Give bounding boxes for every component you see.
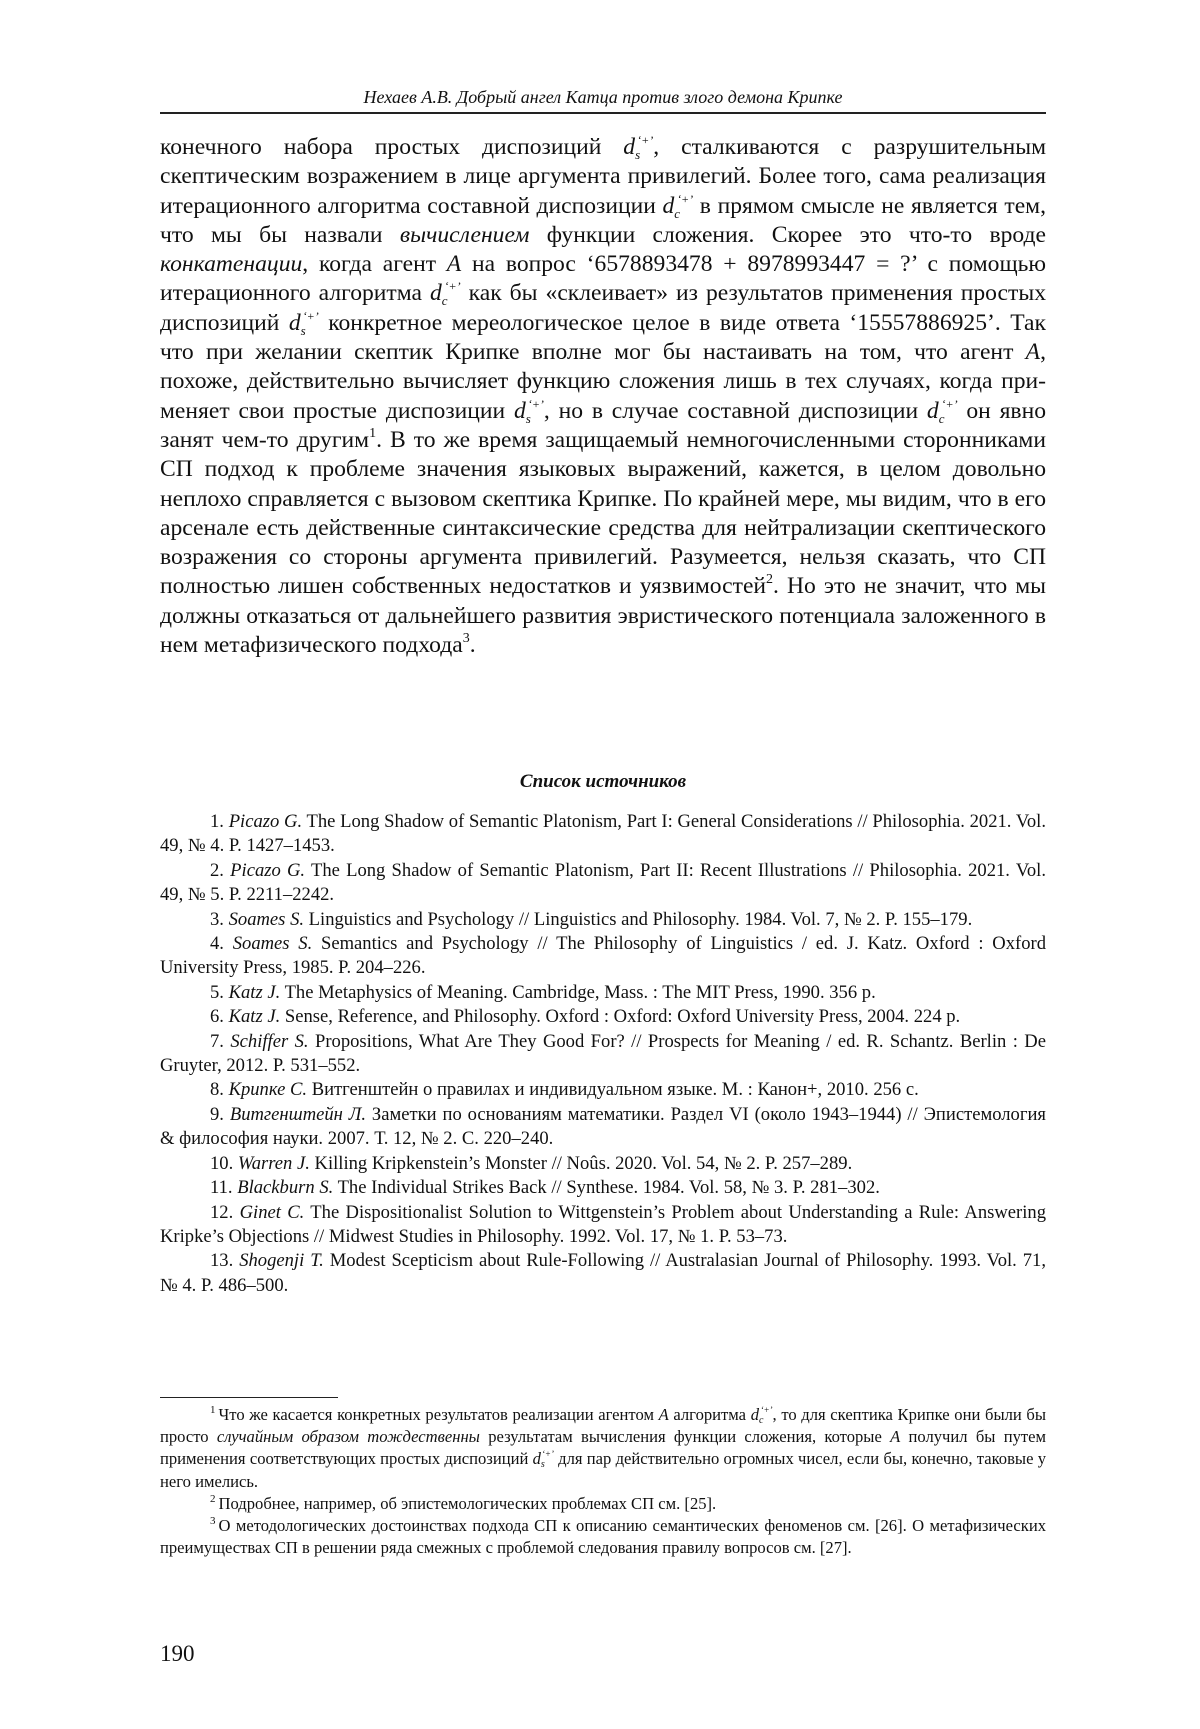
reference-item: 9. Витгенштейн Л. Заметки по основаниям математики. Раздел VI (около 1943–1944) // Эпистемология & философия науки. 2007. Т. 12, № 2. С. 220–240. xyxy=(160,1103,1046,1150)
reference-item: 5. Katz J. The Metaphysics of Meaning. Cambridge, Mass. : The MIT Press, 1990. 356 p. xyxy=(210,981,876,1003)
disposition-symbol: $d_s^{‘+’}$ xyxy=(532,1449,554,1471)
disposition-symbol: $d_s^{‘+’}$ xyxy=(288,308,319,338)
footnote-ref-3[interactable]: 3 xyxy=(462,631,470,647)
footnote-ref-1[interactable]: 1 xyxy=(369,425,377,441)
disposition-symbol: $d_c^{‘+’}$ xyxy=(429,279,461,309)
reference-item: 3. Soames S. Linguistics and Psychology // Linguistics and Philosophy. 1984. Vol. 7, № 2. P. 155–179. xyxy=(210,908,973,930)
reference-item: 4. Soames S. Semantics and Psychology // The Philosophy of Linguistics / ed. J. Katz. Oxford : Oxford University Press, 1985. P. 204–226. xyxy=(160,933,1046,979)
footnote-rule xyxy=(160,1397,338,1398)
footnote-3: $^3$ О методологических достоинствах подхода СП к описанию семантических феноменов см. [26]. О метафизических преимуществах СП в решении ряда смежных с проблемой следования правилу вопросов см. [27]. xyxy=(160,1515,1046,1558)
footnote-ref-2[interactable]: 2 xyxy=(766,572,774,588)
footnote-1: $^1$ Что же касается конкретных результатов реализации агентом A алгоритма $d_c^{‘+’}$, то для скептика Крипке они были бы просто случайным образом тождественны результатам вычисления функции сложения, которые A получил бы путем применения соответствующих простых диспозиций $d_s^{‘+’}$ для пар действительно огромных чисел, если бы, конечно, таковые у него имелись. xyxy=(160,1404,1046,1491)
reference-item: 10. Warren J. Killing Kripkenstein’s Monster // Noûs. 2020. Vol. 54, № 2. P. 257–289. xyxy=(210,1152,853,1174)
reference-item: 11. Blackburn S. The Individual Strikes Back // Synthese. 1984. Vol. 58, № 3. P. 281–302. xyxy=(210,1177,880,1199)
disposition-symbol: $d_s^{‘+’}$ xyxy=(513,396,544,426)
reference-item: 6. Katz J. Sense, Reference, and Philosophy. Oxford : Oxford: Oxford University Press, 2004. 224 p. xyxy=(210,1006,961,1028)
disposition-symbol: $d_c^{‘+’}$ xyxy=(662,191,694,221)
body-paragraph: конечного набора простых диспозиций $d_s^{‘+’}$, сталкиваются с разрушительным скептическим возражением в лице аргумента привилегий. Более того, сама реализация итерационного алгоритма составной диспозиции $d_c^{‘+’}$ в прямом смысле не является тем, что мы бы назвали вычислением функции сложения. Скорее это что-то вроде конкатенации, когда агент A на вопрос ‘6578893478 + 8978993447 = ?’ с помощью итерационного алгоритма $d_c^{‘+’}$ как бы «склеивает» из результатов применения простых диспозиций $d_s^{‘+’}$ конкретное мереологическое целое в виде ответа ‘15557886925’. Так что при желании скептик Крипке вполне мог бы настаивать на том, что агент A, похоже, действительно вычисляет функцию сложения лишь в тех случаях, когда применяет свои простые диспозиции $d_s^{‘+’}$, но в случае составной диспозиции $d_c^{‘+’}$ он явно занят чем-то другим$^1$. В то же время защищаемый немногочисленными сторонниками СП подход к проблеме значения языковых выражений, кажется, в целом довольно неплохо справляется с вызовом скептика Крипке. По крайней мере, мы видим, что в его арсенале есть действенные синтаксические средства для нейтрализации скептического возражения со стороны аргумента привилегий. Разумеется, нельзя сказать, что СП полностью лишен собственных недостатков и уязвимостей$^2$. Но это не значит, что мы должны отказаться от дальнейшего развития эвристического потенциала заложенного в нем метафизического подхода$^3$. xyxy=(160,133,1046,659)
footnotes xyxy=(160,1404,1046,1559)
disposition-symbol: $d_s^{‘+’}$ xyxy=(623,133,654,162)
running-head: Нехаев А.В. Добрый ангел Катца против злого демона Крипке xyxy=(363,87,843,107)
footnote-2: $^2$ Подробнее, например, об эпистемологических проблемах СП см. [25]. xyxy=(210,1492,717,1513)
header-rule xyxy=(160,112,1046,114)
reference-item: 7. Schiffer S. Propositions, What Are They Good For? // Prospects for Meaning / ed. R. Schantz. Berlin : De Gruyter, 2012. P. 531–552. xyxy=(160,1030,1046,1077)
disposition-symbol: $d_c^{‘+’}$ xyxy=(750,1405,773,1426)
reference-item: 12. Ginet C. The Dispositionalist Solution to Wittgenstein’s Problem about Understanding a Rule: Answering Kripke’s Objections // Midwest Studies in Philosophy. 1992. Vol. 17, № 1. P. 53–73. xyxy=(160,1201,1046,1247)
page-number: 190 xyxy=(160,1641,195,1666)
main-text xyxy=(160,133,1046,660)
reference-item: 2. Picazo G. The Long Shadow of Semantic Platonism, Part II: Recent Illustrations // Philosophia. 2021. Vol. 49, № 5. P. 2211–2242. xyxy=(160,859,1046,906)
reference-item: 1. Picazo G. The Long Shadow of Semantic Platonism, Part I: General Considerations // Philosophia. 2021. Vol. 49, № 4. P. 1427–1453. xyxy=(160,811,1046,857)
references-list xyxy=(160,810,1046,1298)
disposition-symbol: $d_c^{‘+’}$ xyxy=(926,396,958,426)
reference-item: 13. Shogenji T. Modest Scepticism about Rule-Following // Australasian Journal of Philosophy. 1993. Vol. 71, № 4. P. 486–500. xyxy=(160,1250,1046,1296)
references-title: Список источников xyxy=(519,771,687,792)
reference-item: 8. Крипке С. Витгенштейн о правилах и индивидуальном языке. М. : Канон+, 2010. 256 с. xyxy=(210,1079,919,1101)
